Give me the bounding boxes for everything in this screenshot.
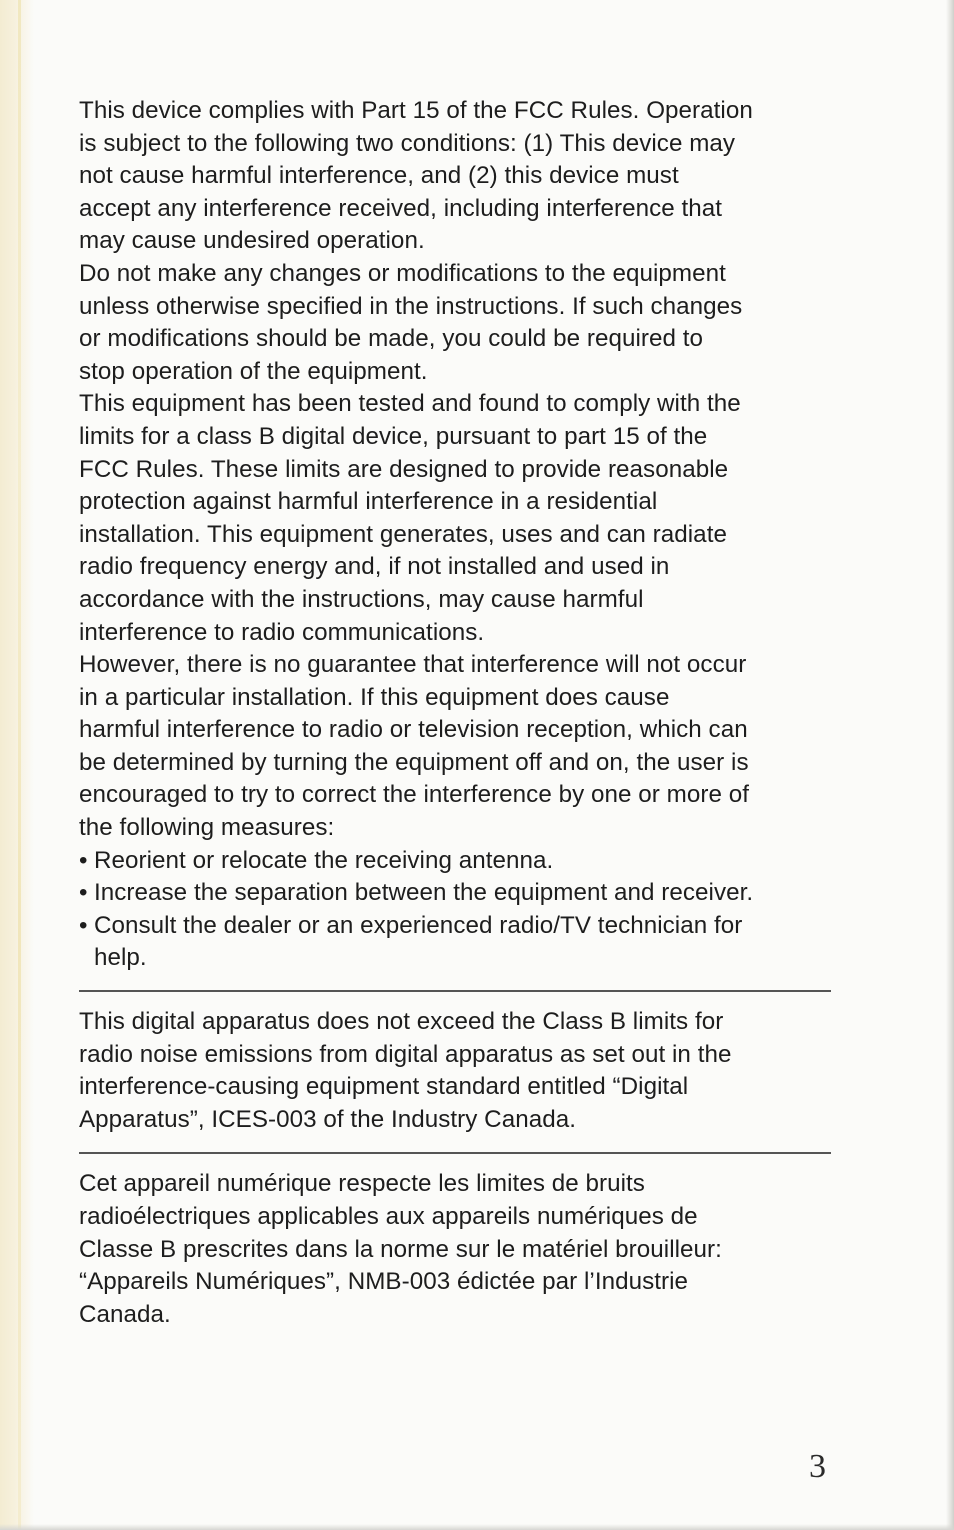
measure-text: Consult the dealer or an experienced radio/TV technician for help. — [94, 911, 743, 972]
canada-english-statement: This digital apparatus does not exceed the Class B limits for radio noise emissions from digital apparatus as set out in the interference-causing equipment standard entitled “Digital Apparatus”, ICES-003 of the Industry Canada. — [79, 1008, 732, 1133]
section-divider — [79, 990, 831, 992]
fcc-modification-warning: Do not make any changes or modifications to the equipment unless otherwise specified in the instructions. If such changes or modifications should be made, you could be required to stop operation of the equipment. — [79, 259, 743, 385]
bullet-icon: • — [79, 846, 88, 874]
list-item — [79, 845, 839, 878]
interference-measures-list — [79, 845, 839, 975]
list-item — [79, 910, 839, 975]
page-bottom-edge — [0, 1524, 954, 1530]
measure-text: Increase the separation between the equipment and receiver. — [94, 879, 754, 907]
section-divider — [79, 1152, 831, 1154]
bullet-icon: • — [79, 879, 88, 907]
fcc-compliance-paragraph: This device complies with Part 15 of the FCC Rules. Operation is subject to the following two conditions: (1) This device may not cause harmful interference, and (2) this device must accept any interference received, including interference that may cause undesired operation. — [79, 97, 753, 255]
compliance-text-block — [79, 95, 839, 1331]
canada-french-statement: Cet appareil numérique respecte les limites de bruits radioélectriques applicables aux appareils numériques de Classe B prescrites dans la norme sur le matériel brouilleur: “Appareils Numériques”, NMB-003 édictée par l’Industrie Canada. — [79, 1170, 722, 1328]
page-number: 3 — [809, 1448, 826, 1485]
page-left-edge — [0, 0, 34, 1530]
fcc-interference-paragraph: However, there is no guarantee that interference will not occur in a particular installation. If this equipment does cause harmful interference to radio or television reception, which can be determined by turning the equipment off and on, the user is encouraged to try to correct the interference by one or more of the following measures: — [79, 651, 750, 842]
page-right-edge — [946, 0, 954, 1530]
measure-text: Reorient or relocate the receiving antenna. — [94, 846, 554, 874]
list-item — [79, 877, 839, 910]
page-binding-line — [18, 0, 21, 1530]
bullet-icon: • — [79, 911, 88, 939]
fcc-class-b-statement: This equipment has been tested and found to comply with the limits for a class B digital device, pursuant to part 15 of the FCC Rules. These limits are designed to provide reasonable protection against harmful interference in a residential installation. This equipment generates, uses and can radiate radio frequency energy and, if not installed and used in accordance with the instructions, may cause harmful interference to radio communications. — [79, 390, 741, 646]
